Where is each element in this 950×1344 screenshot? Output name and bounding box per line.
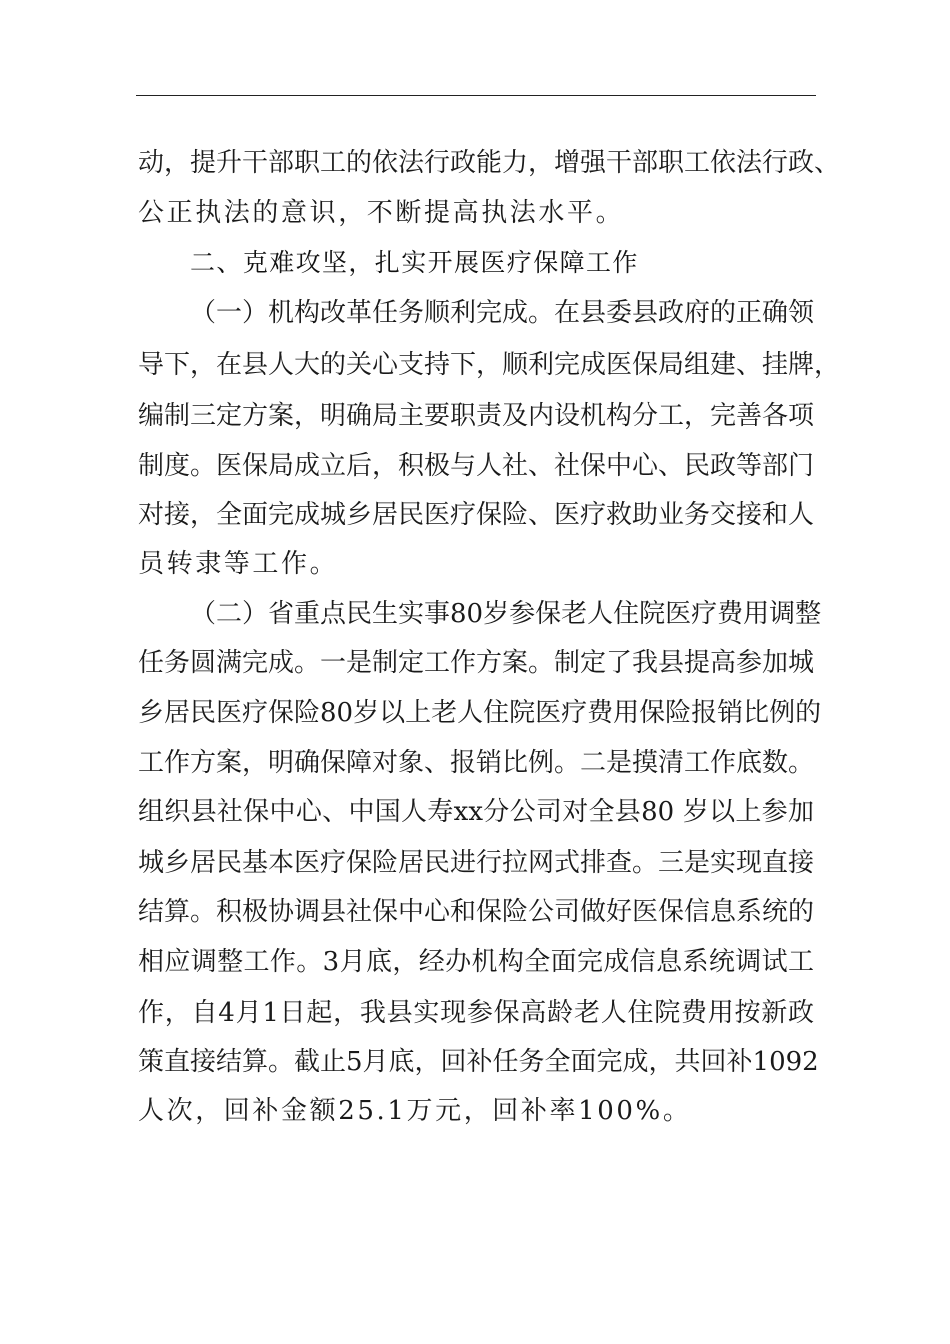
text-line-4: 导下，在县人大的关心支持下，顺利完成医保局组建、挂牌， [138,350,841,380]
text-line-10: 任务圆满完成。一是制定工作方案。制定了我县提高参加城 [138,648,815,678]
text-line-16: 相应调整工作。3月底，经办机构全面完成信息系统调试工 [138,947,814,977]
text-line-7: 对接，全面完成城乡居民医疗保险、医疗救助业务交接和人 [138,500,815,530]
header-rule [136,95,816,96]
text-line-1: 动，提升干部职工的依法行政能力，增强干部职工依法行政、 [138,148,841,178]
text-line-17: 作，自4月1日起，我县实现参保高龄老人住院费用按新政 [138,998,814,1028]
text-line-11: 乡居民医疗保险80岁以上老人住院医疗费用保险报销比例的 [138,698,822,728]
text-line-15: 结算。积极协调县社保中心和保险公司做好医保信息系统的 [138,897,815,927]
section-heading: 二、克难攻坚，扎实开展医疗保障工作 [190,248,639,277]
text-line-18: 策直接结算。截止5月底，回补任务全面完成，共回补1092 [138,1047,819,1077]
text-line-12: 工作方案，明确保障对象、报销比例。二是摸清工作底数。 [138,748,815,778]
text-line-13: 组织县社保中心、中国人寿xx分公司对全县80 岁以上参加 [138,797,814,827]
text-line-6: 制度。医保局成立后，积极与人社、社保中心、民政等部门 [138,451,815,481]
text-line-8: 员转隶等工作。 [138,549,339,579]
text-line-5: 编制三定方案，明确局主要职责及内设机构分工，完善各项 [138,401,815,431]
text-line-19: 人次，回补金额25.1万元，回补率100%。 [138,1096,692,1126]
text-line-9: （二）省重点民生实事80岁参保老人住院医疗费用调整 [190,599,822,629]
text-line-14: 城乡居民基本医疗保险居民进行拉网式排查。三是实现直接 [138,848,815,878]
text-line-3: （一）机构改革任务顺利完成。在县委县政府的正确领 [190,298,815,328]
text-line-2: 公正执法的意识，不断提高执法水平。 [138,198,625,228]
